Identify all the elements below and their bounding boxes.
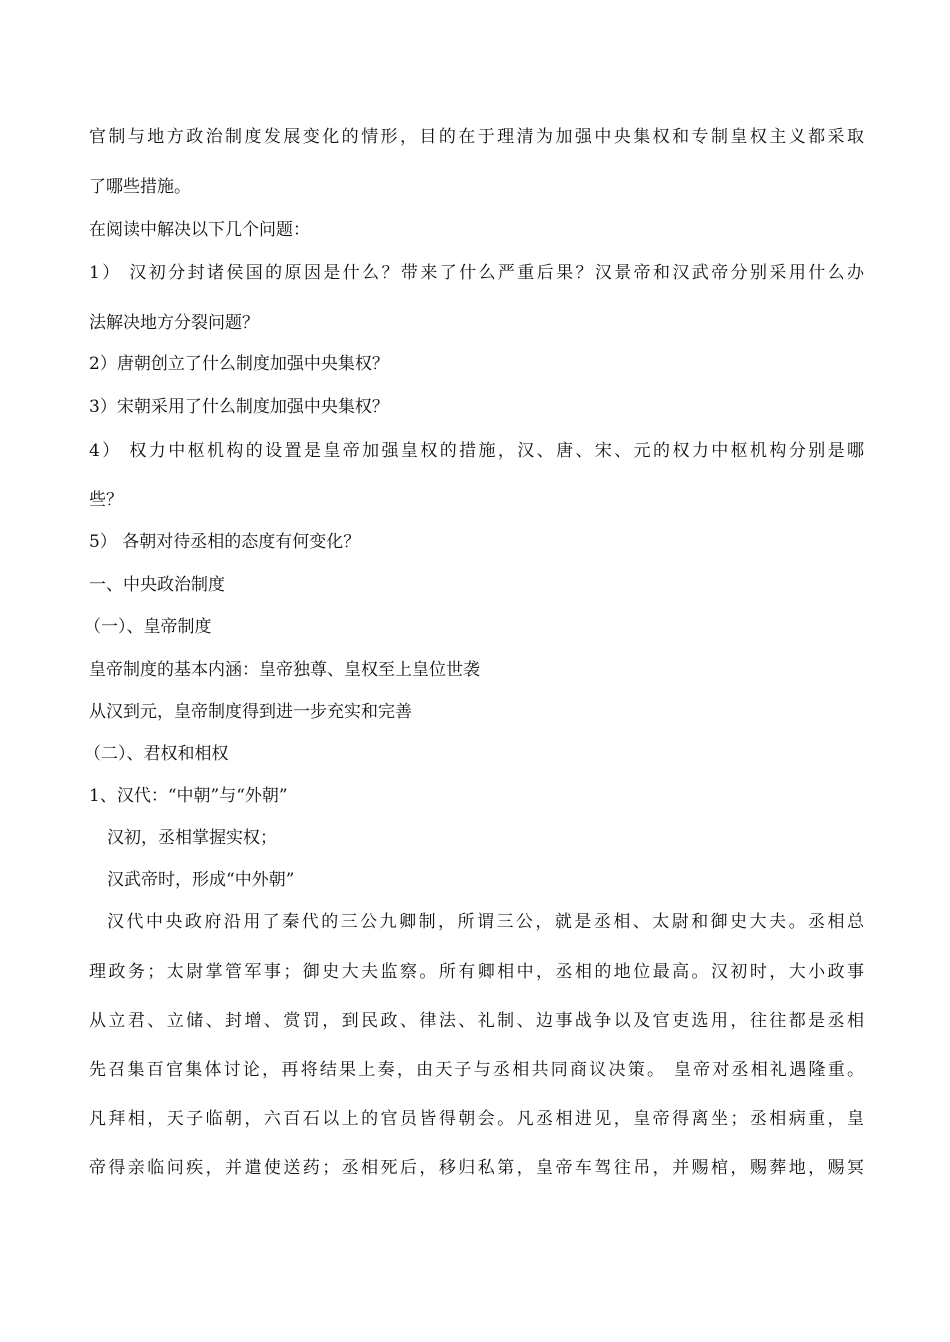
paragraph-line: 了哪些措施。 — [89, 177, 191, 197]
question-item-5: 5） 各朝对待丞相的态度有何变化？ — [89, 532, 361, 552]
subsection-heading: （二）、君权和相权 — [84, 744, 229, 764]
question-item-4: 4） 权力中枢机构的设置是皇帝加强皇权的措施，汉、唐、宋、元的权力中枢机构分别是哪 — [89, 441, 864, 461]
paragraph-line: 些？ — [89, 490, 123, 510]
question-item-1: 1） 汉初分封诸侯国的原因是什么？带来了什么严重后果？汉景帝和汉武帝分别采用什么办 — [89, 263, 864, 283]
paragraph-line: 1、汉代：“中朝”与“外朝” — [89, 786, 288, 806]
paragraph-line: 先召集百官集体讨论，再将结果上奏，由天子与丞相共同商议决策。 皇帝对丞相礼遇隆重。 — [89, 1060, 864, 1080]
paragraph-line: 凡拜相，天子临朝，六百石以上的官员皆得朝会。凡丞相进见，皇帝得离坐；丞相病重，皇 — [89, 1109, 864, 1129]
paragraph-line: 帝得亲临问疾，并遣使送药；丞相死后，移归私第，皇帝车驾往吊，并赐棺，赐葬地，赐冥 — [89, 1158, 864, 1178]
paragraph-line: 汉初，丞相掌握实权； — [107, 828, 277, 848]
paragraph-line: 在阅读中解决以下几个问题： — [89, 220, 310, 240]
paragraph-line: 皇帝制度的基本内涵：皇帝独尊、皇权至上皇位世袭 — [89, 660, 480, 680]
question-item-3: 3）宋朝采用了什么制度加强中央集权？ — [89, 397, 389, 417]
paragraph-line: 法解决地方分裂问题？ — [89, 313, 259, 333]
question-item-2: 2）唐朝创立了什么制度加强中央集权？ — [89, 354, 389, 374]
paragraph-line: 汉代中央政府沿用了秦代的三公九卿制，所谓三公，就是丞相、太尉和御史大夫。丞相总 — [107, 912, 864, 932]
section-heading: 一、中央政治制度 — [89, 575, 225, 595]
paragraph-line: 从汉到元，皇帝制度得到进一步充实和完善 — [89, 702, 412, 722]
paragraph-line: 理政务；太尉掌管军事；御史大夫监察。所有卿相中，丞相的地位最高。汉初时，大小政事 — [89, 962, 864, 982]
paragraph-line: 官制与地方政治制度发展变化的情形，目的在于理清为加强中央集权和专制皇权主义都采取 — [89, 127, 864, 147]
subsection-heading: （一）、皇帝制度 — [84, 617, 212, 637]
paragraph-line: 从立君、立储、封增、赏罚，到民政、律法、礼制、边事战争以及官吏选用，往往都是丞相 — [89, 1011, 864, 1031]
paragraph-line: 汉武帝时，形成“中外朝” — [107, 870, 295, 890]
